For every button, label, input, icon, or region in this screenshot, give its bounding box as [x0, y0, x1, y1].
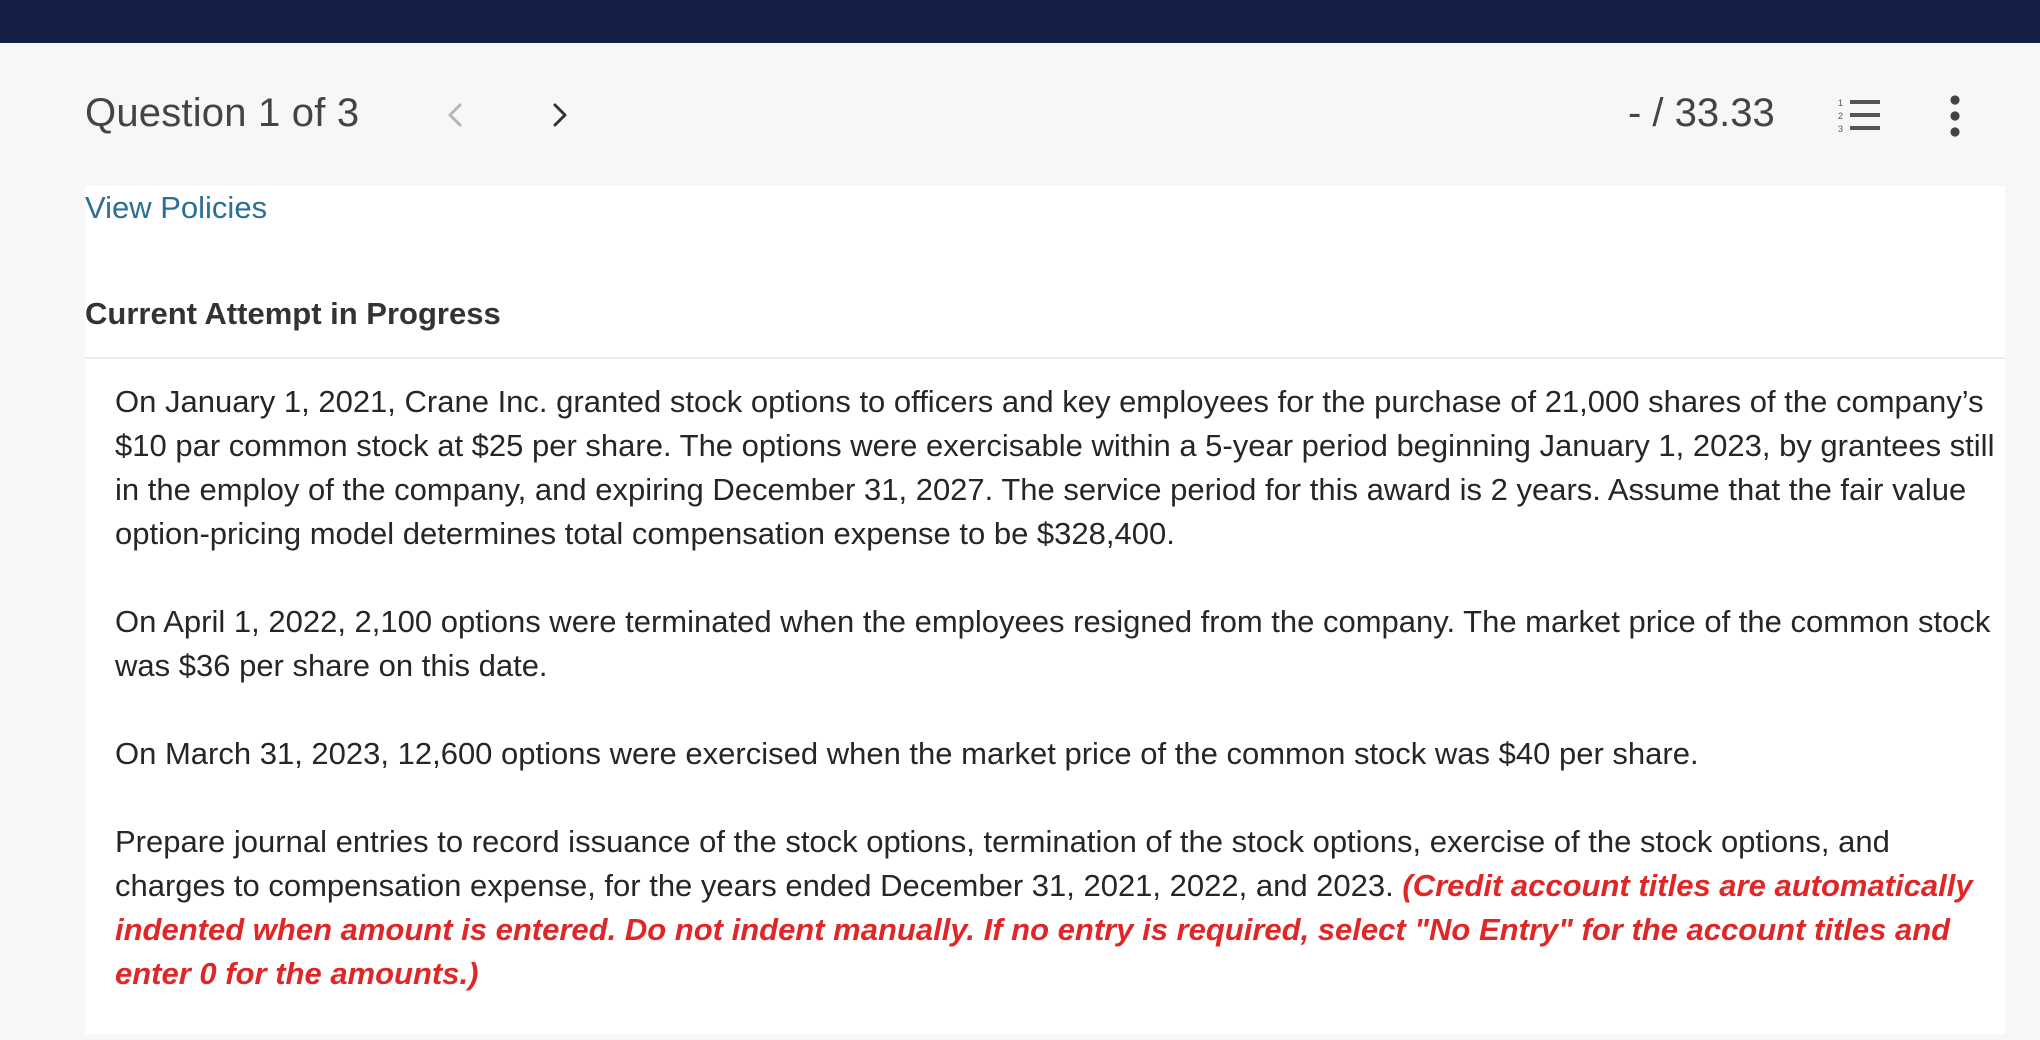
score-display: - / 33.33: [1628, 91, 1775, 135]
question-paragraph: On March 31, 2023, 12,600 options were exercised when the market price of the common stock was $40 per share.: [115, 736, 1699, 771]
top-bar: [0, 0, 2040, 43]
question-header: [0, 43, 2040, 186]
question-list-button[interactable]: [1836, 95, 1882, 139]
question-prompt: Prepare journal entries to record issuance of the stock options, termination of the stock options, exercise of the stock options, and charges to compensation expense, for the years ended December 31, 2021, 2022, and 2023.: [115, 824, 1890, 903]
question-content: [85, 186, 2005, 1034]
next-question-button[interactable]: [540, 93, 580, 137]
question-text: [115, 380, 2005, 1040]
question-paragraph: [115, 820, 2005, 996]
question-paragraph: On April 1, 2022, 2,100 options were terminated when the employees resigned from the company. The market price of the common stock was $36 per share on this date.: [115, 604, 1991, 683]
vertical-ellipsis-icon: [1938, 93, 1972, 139]
svg-text:3: 3: [1838, 124, 1844, 134]
chevron-left-icon: [447, 102, 463, 128]
more-options-button[interactable]: [1938, 93, 1972, 139]
view-policies-link[interactable]: View Policies: [85, 190, 268, 225]
chevron-right-icon: [552, 102, 568, 128]
instruction-note: (Credit account titles are automatically indented when amount is entered. Do not indent manually. If no entry is required, select "No Entry" for the account titles and enter 0 for the amounts.): [115, 868, 1973, 991]
question-title: Question 1 of 3: [85, 91, 360, 135]
numbered-list-icon: [1836, 95, 1882, 139]
svg-text:2: 2: [1838, 111, 1844, 121]
svg-text:1: 1: [1838, 98, 1844, 108]
divider: [85, 357, 2005, 359]
attempt-status: Current Attempt in Progress: [85, 296, 501, 331]
previous-question-button[interactable]: [435, 93, 475, 137]
question-paragraph: On January 1, 2021, Crane Inc. granted stock options to officers and key employees for the purchase of 21,000 shares of the company’s $10 par common stock at $25 per share. The options were exercisable within a 5-year period beginning January 1, 2023, by grantees still in the employ of the company, and expiring December 31, 2027. The service period for this award is 2 years. Assume that the fair value option-pricing model determines total compensation expense to be $328,400.: [115, 384, 1995, 551]
